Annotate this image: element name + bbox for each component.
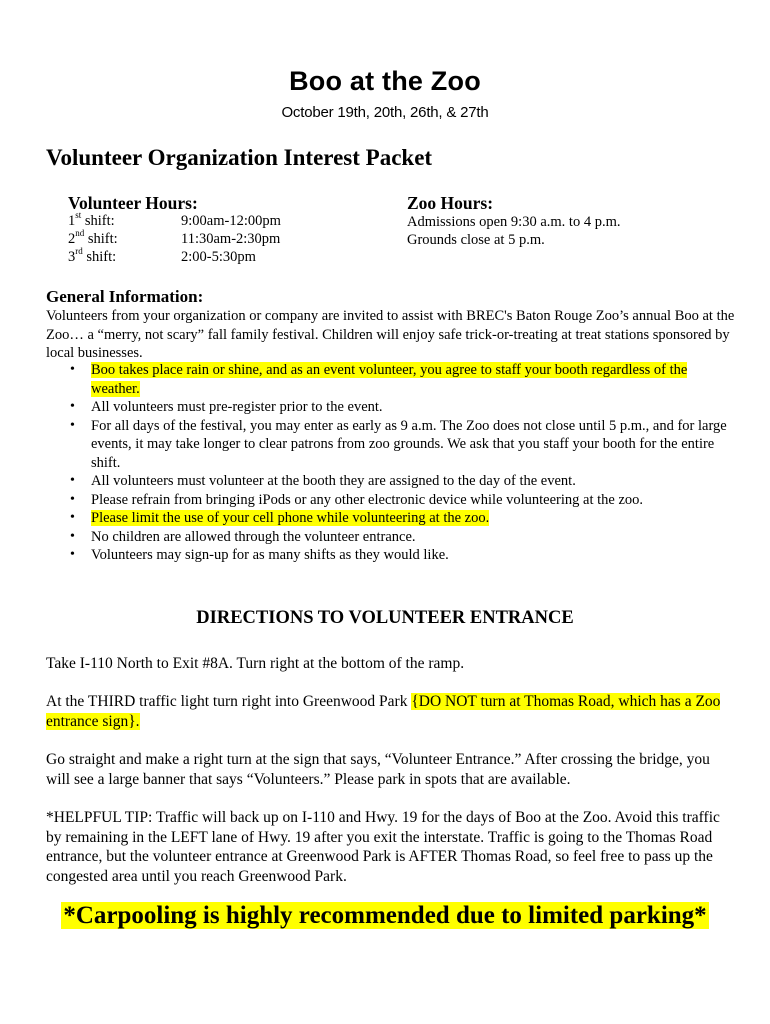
bullet-text: For all days of the festival, you may enter as early as 9 a.m. The Zoo does not close until 5 p.m., and for large events, it may take longer to clear patrons from zoo grounds. We ask that you staff your booth for the entire shift.	[91, 417, 727, 471]
shift-time: 11:30am-2:30pm	[181, 231, 281, 247]
bullet-icon: •	[70, 417, 75, 433]
bullet-text: All volunteers must pre-register prior to the event.	[91, 399, 383, 415]
shift-time: 9:00am-12:00pm	[181, 213, 281, 229]
bullet-icon: •	[70, 491, 75, 507]
zoo-hours-heading: Zoo Hours:	[407, 193, 494, 213]
zoo-hours-line: Admissions open 9:30 a.m. to 4 p.m.	[407, 214, 621, 230]
list-item	[46, 491, 736, 510]
shift-label: 2nd shift:	[68, 228, 118, 247]
bullet-text: Volunteers may sign-up for as many shifts as they would like.	[91, 547, 449, 563]
carpool-notice-text: *Carpooling is highly recommended due to limited parking*	[63, 902, 707, 929]
list-item	[46, 417, 736, 473]
page-title: Boo at the Zoo	[289, 66, 481, 96]
general-info-heading: General Information:	[46, 287, 204, 306]
list-item	[46, 398, 736, 417]
general-info-intro: Volunteers from your organization or company are invited to assist with BREC's Baton Rouge Zoo’s annual Boo at the Zoo… a “merry, not scary” fall family festival. Children will enjoy safe trick-or-treating at treat stations sponsored by local businesses.	[46, 308, 735, 361]
directions-heading: DIRECTIONS TO VOLUNTEER ENTRANCE	[196, 608, 574, 628]
bullet-text: No children are allowed through the volunteer entrance.	[91, 528, 416, 545]
bullet-icon: •	[70, 510, 75, 525]
directions-step-1: Take I-110 North to Exit #8A. Turn right at the bottom of the ramp.	[46, 655, 465, 672]
helpful-tip: *HELPFUL TIP: Traffic will back up on I-110 and Hwy. 19 for the days of Boo at the Zoo. Avoid this traffic by remaining in the LEFT lane of Hwy. 19 after you exit the interstate. Traffic is going to the Thomas Road entrance, but the volunteer entrance at Greenwood Park is AFTER Thomas Road, so feel free to pass up the congested area until you reach Greenwood Park.	[46, 809, 720, 885]
shift-row	[68, 210, 368, 231]
directions-step-3: Go straight and make a right turn at the sign that says, “Volunteer Entrance.” After crossing the bridge, you will see a large banner that says “Volunteers.” Please park in spots that are available.	[46, 751, 710, 788]
list-item	[46, 472, 736, 491]
bullet-icon: •	[70, 362, 75, 377]
carpool-notice	[0, 902, 770, 930]
directions-step-2: At the THIRD traffic light turn right into Greenwood Park {DO NOT turn at Thomas Road, which has a Zoo entrance sign}.	[46, 693, 721, 730]
bullet-text: All volunteers must volunteer at the booth they are assigned to the day of the event.	[91, 473, 576, 489]
bullet-text-highlighted: Please limit the use of your cell phone while volunteering at the zoo.	[91, 510, 490, 526]
shift-row	[68, 228, 368, 249]
packet-title: Volunteer Organization Interest Packet	[46, 145, 433, 170]
shift-time: 2:00-5:30pm	[181, 249, 256, 265]
shift-label: 1st shift:	[68, 210, 115, 229]
bullet-icon: •	[70, 528, 75, 544]
list-item	[46, 509, 736, 528]
event-dates: October 19th, 20th, 26th, & 27th	[281, 104, 489, 121]
shift-row	[68, 246, 368, 267]
bullet-icon: •	[70, 399, 75, 414]
zoo-hours-line: Grounds close at 5 p.m.	[407, 232, 545, 248]
list-item	[46, 528, 736, 547]
volunteer-hours-heading: Volunteer Hours:	[68, 193, 198, 213]
shift-label: 3rd shift:	[68, 246, 117, 265]
bullet-text: Please refrain from bringing iPods or any other electronic device while volunteering at the zoo.	[91, 491, 644, 508]
general-info-list	[46, 361, 736, 565]
directions-warning-highlighted: {DO NOT turn at Thomas Road, which has a Zoo entrance sign}.	[46, 693, 721, 730]
bullet-icon: •	[70, 547, 75, 562]
list-item	[46, 361, 736, 398]
bullet-text-highlighted: Boo takes place rain or shine, and as an event volunteer, you agree to staff your booth regardless of the weather.	[91, 362, 688, 397]
list-item	[46, 546, 736, 565]
bullet-icon: •	[70, 473, 75, 488]
